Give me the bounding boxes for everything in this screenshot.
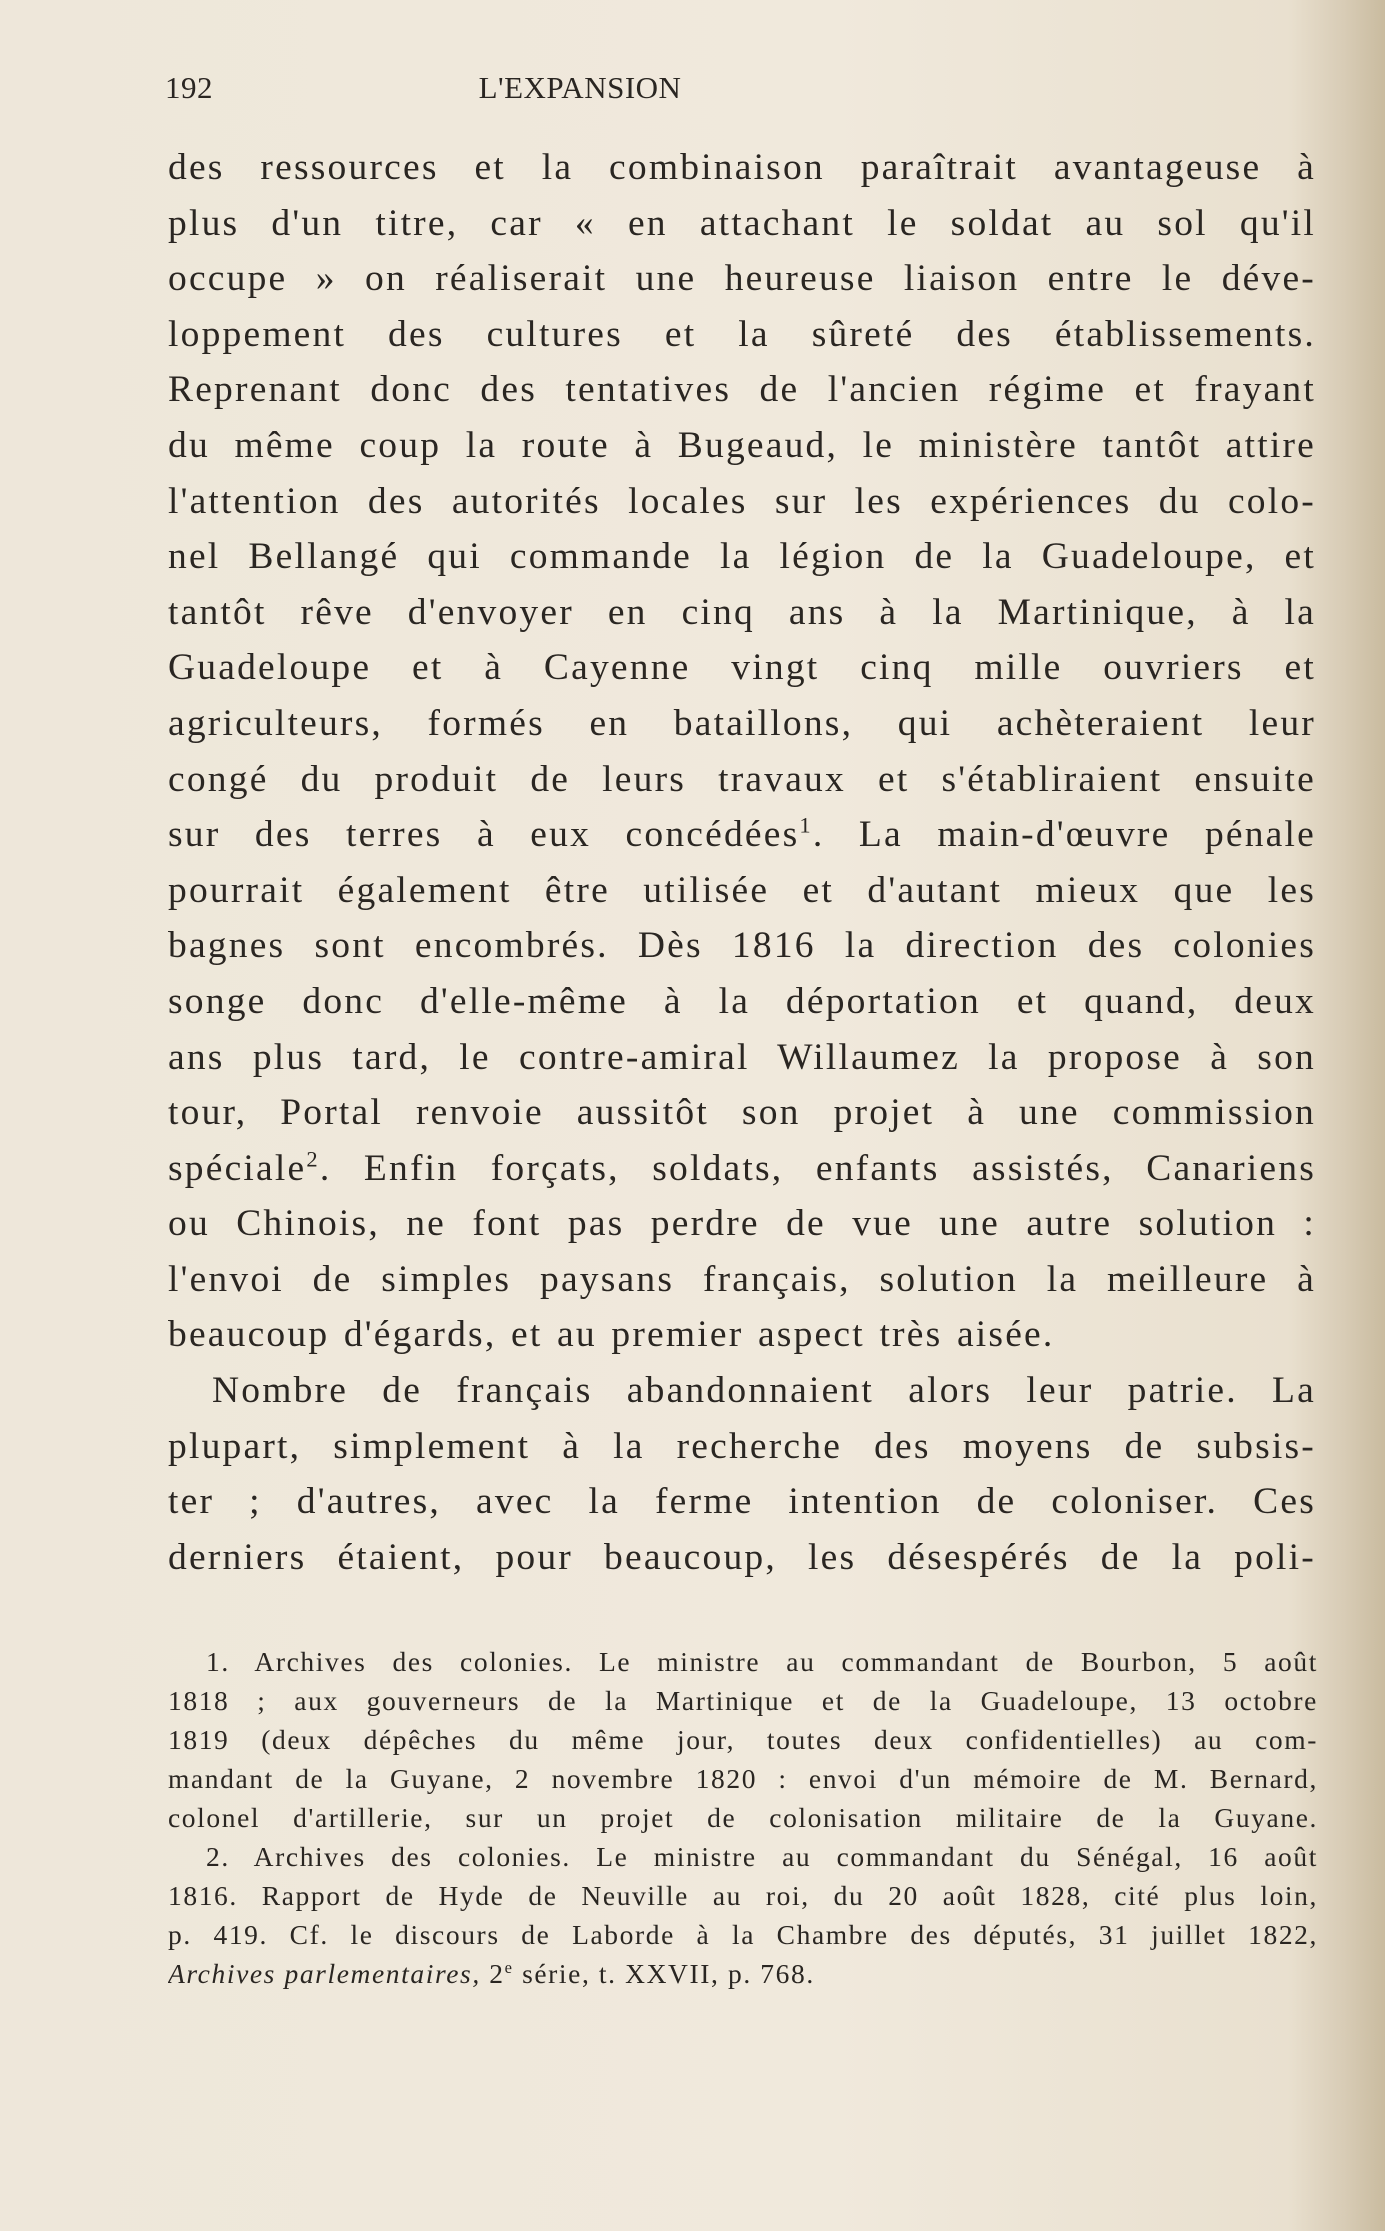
footnote-line: 1. Archives des colonies. Le ministre au commandant de Bourbon, 5 août	[206, 1646, 1318, 1677]
body-line: bagnes sont encombrés. Dès 1816 la direction des colonies	[168, 925, 1316, 967]
page-header	[165, 70, 1315, 114]
body-line-with-note-ref	[168, 1141, 1316, 1197]
body-text	[168, 140, 1316, 1585]
running-head: L'EXPANSION	[478, 70, 682, 105]
body-line: ter ; d'autres, avec la ferme intention de coloniser. Ces	[168, 1481, 1316, 1523]
body-line: Nombre de français abandonnaient alors leur patrie. La	[212, 1370, 1316, 1412]
footnote-part: série, t. XXVII, p. 768.	[513, 1958, 815, 1989]
body-line: tantôt rêve d'envoyer en cinq ans à la Martinique, à la	[168, 591, 1316, 633]
footnote-line: colonel d'artillerie, sur un projet de colonisation militaire de la Guyane.	[168, 1802, 1318, 1833]
page-number: 192	[165, 70, 213, 105]
footnote-line: mandant de la Guyane, 2 novembre 1820 : envoi d'un mémoire de M. Bernard,	[168, 1763, 1318, 1794]
footnote-superscript: e	[504, 1957, 514, 1977]
footnote-line	[168, 1954, 1318, 1993]
body-line-part: . Enfin forçats, soldats, enfants assistés, Canariens	[319, 1147, 1316, 1189]
footnote-line: p. 419. Cf. le discours de Laborde à la Chambre des députés, 31 juillet 1822,	[168, 1919, 1318, 1950]
note-ref-2[interactable]: 2	[306, 1146, 320, 1172]
body-line: loppement des cultures et la sûreté des établissements.	[168, 313, 1316, 355]
body-line: plus d'un titre, car « en attachant le soldat au sol qu'il	[168, 202, 1316, 244]
footnote-line: 1819 (deux dépêches du même jour, toutes deux confidentielles) au com-	[168, 1724, 1318, 1755]
body-line: pourrait également être utilisée et d'autant mieux que les	[168, 869, 1316, 911]
body-line-part: . La main-d'œuvre pénale	[812, 814, 1316, 856]
footnote-part: 2	[480, 1958, 505, 1989]
body-line: plupart, simplement à la recherche des moyens de subsis-	[168, 1425, 1316, 1467]
footnotes	[168, 1642, 1318, 1993]
body-line: songe donc d'elle-même à la déportation et quand, deux	[168, 980, 1316, 1022]
body-line: ans plus tard, le contre-amiral Willaumez la propose à son	[168, 1036, 1316, 1078]
body-line: derniers étaient, pour beaucoup, les désespérés de la poli-	[168, 1536, 1316, 1578]
footnote-line: 1818 ; aux gouverneurs de la Martinique et de la Guadeloupe, 13 octobre	[168, 1685, 1318, 1716]
note-ref-1[interactable]: 1	[799, 812, 813, 838]
body-line: agriculteurs, formés en bataillons, qui achèteraient leur	[168, 702, 1316, 744]
body-line: ou Chinois, ne font pas perdre de vue une autre solution :	[168, 1203, 1316, 1245]
body-line-with-note-ref	[168, 807, 1316, 863]
body-line: tour, Portal renvoie aussitôt son projet à une commission	[168, 1092, 1316, 1134]
footnote-line: 1816. Rapport de Hyde de Neuville au roi, du 20 août 1828, cité plus loin,	[168, 1880, 1318, 1911]
footnote-line: 2. Archives des colonies. Le ministre au commandant du Sénégal, 16 août	[206, 1841, 1318, 1872]
body-line: Guadeloupe et à Cayenne vingt cinq mille ouvriers et	[168, 647, 1316, 689]
body-line: beaucoup d'égards, et au premier aspect très aisée.	[168, 1314, 1055, 1356]
body-line-part: sur des terres à eux concédées	[168, 814, 800, 856]
footnote-italic-title: Archives parlementaires,	[168, 1958, 481, 1989]
body-line: occupe » on réaliserait une heureuse liaison entre le déve-	[168, 258, 1316, 300]
body-line: congé du produit de leurs travaux et s'établiraient ensuite	[168, 758, 1316, 800]
body-line: nel Bellangé qui commande la légion de la Guadeloupe, et	[168, 536, 1316, 578]
body-line: Reprenant donc des tentatives de l'ancien régime et frayant	[168, 369, 1316, 411]
body-line: l'envoi de simples paysans français, solution la meilleure à	[168, 1258, 1316, 1300]
body-line: l'attention des autorités locales sur les expériences du colo-	[168, 480, 1316, 522]
body-line: des ressources et la combinaison paraîtrait avantageuse à	[168, 147, 1316, 188]
body-line-part: spéciale	[168, 1147, 307, 1189]
body-line: du même coup la route à Bugeaud, le ministère tantôt attire	[168, 424, 1316, 466]
